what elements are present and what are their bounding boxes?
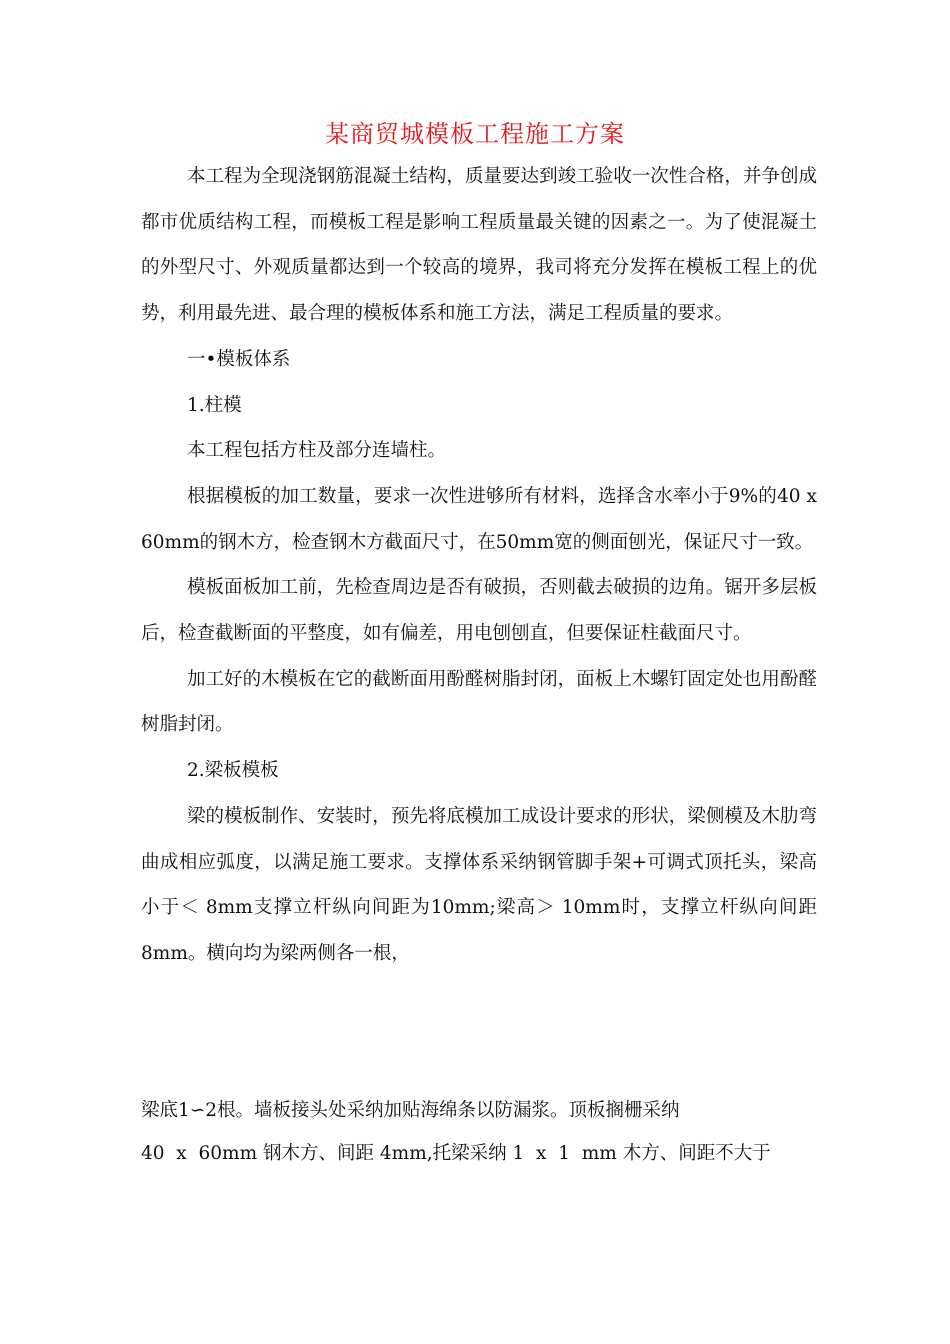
paragraph-column-scope: 本工程包括方柱及部分连墙柱。: [187, 440, 447, 462]
paragraph-sealing: 加工好的木模板在它的截断面用酚醛树脂封闭，面板上木螺钉固定处也用酚醛树脂封闭。: [141, 668, 817, 736]
paragraph-beam-formwork: 梁的模板制作、安装时，预先将底模加工成设计要求的形状，梁侧模及木肋弯曲成相应弧度，以满足施工要求。支撑体系采纳钢管脚手架+可调式顶托头，梁高小于＜ 8mm支撑立杆纵向间距为10mm;梁高＞ 10mm时，支撑立杆纵向间距8mm。横向均为梁两侧各一根，: [141, 805, 817, 964]
section-heading-formwork-system: 一•模板体系: [187, 348, 291, 370]
document-body: [141, 154, 817, 977]
document-title: 某商贸城模板工程施工方案: [325, 120, 625, 148]
tail-line-2: 40 x 60mm 钢木方、间距 4mm,托梁采纳 1 x 1 mm 木方、间距不大于: [141, 1143, 771, 1164]
paragraph-intro: 本工程为全现浇钢筋混凝土结构，质量要达到竣工验收一次性合格，并争创成都市优质结构工程，而模板工程是影响工程质量最关键的因素之一。为了使混凝土的外型尺寸、外观质量都达到一个较高的境界，我司将充分发挥在模板工程上的优势，利用最先进、最合理的模板体系和施工方法，满足工程质量的要求。: [141, 166, 817, 325]
subsection-heading-beam-slab-formwork: 2.梁板模板: [187, 760, 279, 782]
subsection-heading-column-formwork: 1.柱模: [187, 394, 242, 416]
paragraph-material-selection: 根据模板的加工数量，要求一次性进够所有材料，选择含水率小于9%的40 x 60mm的钢木方，检查钢木方截面尺寸，在50mm宽的侧面刨光，保证尺寸一致。: [141, 485, 817, 553]
tail-line-1: 梁底1∽2根。墙板接头处采纳加贴海绵条以防漏浆。顶板搁栅采纳: [141, 1100, 680, 1121]
paragraph-panel-processing: 模板面板加工前，先检查周边是否有破损，否则截去破损的边角。锯开多层板后，检查截断面的平整度，如有偏差，用电刨刨直，但要保证柱截面尺寸。: [141, 577, 817, 645]
